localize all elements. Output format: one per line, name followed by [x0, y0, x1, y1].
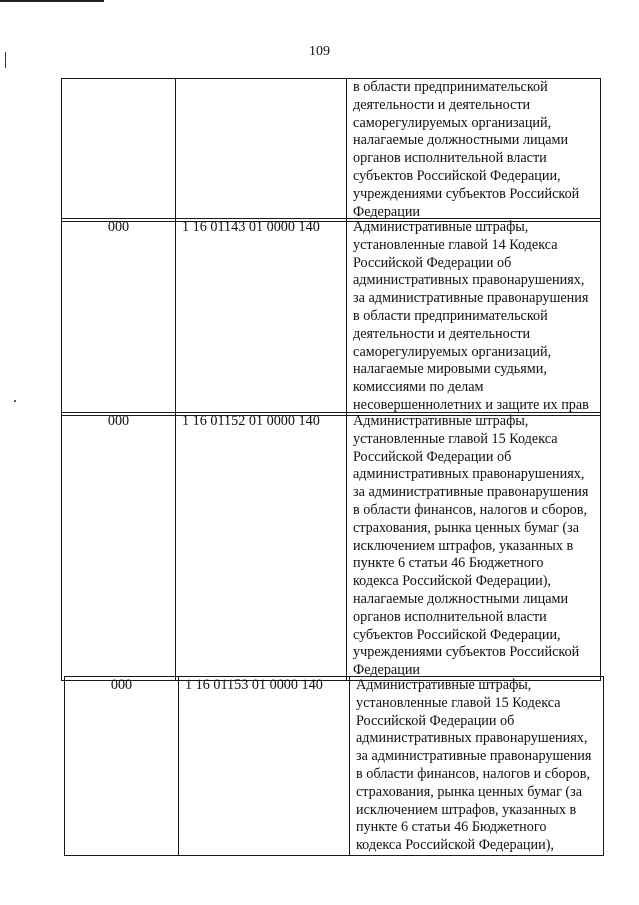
description-line: Административные штрафы, — [353, 413, 529, 429]
description-line: саморегулируемых организаций, — [353, 114, 552, 131]
description-line: в области предпринимательской — [353, 307, 548, 324]
description-line: деятельности и деятельности — [353, 96, 531, 113]
admin-code-cell: 000 — [62, 219, 176, 416]
description-line: органов исполнительной власти — [353, 150, 547, 167]
description-line: несовершеннолетних и защите их прав — [353, 396, 589, 413]
page-number: 109 — [309, 44, 330, 59]
description-line: субъектов Российской Федерации, — [353, 626, 561, 643]
description-line: за административные правонарушения — [353, 484, 589, 501]
description-line: исключением штрафов, указанных в — [356, 801, 577, 818]
description-line: страхования, рынка ценных бумаг (за — [353, 519, 580, 536]
description-cell — [347, 413, 601, 681]
table-row-1 — [61, 218, 601, 416]
table-row-2 — [61, 412, 601, 681]
description-line: Федерации — [353, 203, 421, 220]
scan-speck — [14, 400, 16, 402]
description-line: административных правонарушениях, — [356, 730, 588, 747]
description-cell — [347, 79, 601, 222]
description-line: исключением штрафов, указанных в — [353, 537, 574, 554]
admin-code-cell — [62, 79, 176, 222]
kbk-code-cell: 1 16 01143 01 0000 140 — [176, 219, 347, 416]
description-cell — [350, 677, 604, 856]
description-line: налагаемые должностными лицами — [353, 590, 569, 607]
description-line: в области финансов, налогов и сборов, — [353, 501, 588, 518]
description-line: Административные штрафы, — [353, 219, 529, 235]
description-line: страхования, рынка ценных бумаг (за — [356, 783, 583, 800]
description-line: кодекса Российской Федерации), — [356, 837, 554, 854]
description-line: административных правонарушениях, — [353, 466, 585, 483]
description-line: в области финансов, налогов и сборов, — [356, 765, 591, 782]
admin-code-cell: 000 — [65, 677, 179, 856]
kbk-code-cell: 1 16 01152 01 0000 140 — [176, 413, 347, 681]
description-line: налагаемые должностными лицами — [353, 132, 569, 149]
description-cell — [347, 219, 601, 416]
description-line: саморегулируемых организаций, — [353, 343, 552, 360]
description-line: пункте 6 статьи 46 Бюджетного — [353, 555, 544, 572]
description-line: Федерации — [353, 662, 421, 679]
description-line: Российской Федерации об — [353, 254, 512, 271]
description-line: пункте 6 статьи 46 Бюджетного — [356, 819, 547, 836]
table-row — [64, 676, 604, 856]
description-line: кодекса Российской Федерации), — [353, 573, 551, 590]
kbk-code-cell: 1 16 01153 01 0000 140 — [179, 677, 350, 856]
description-line: комиссиями по делам — [353, 379, 484, 396]
admin-code-cell: 000 — [62, 413, 176, 681]
description-line: административных правонарушениях, — [353, 272, 585, 289]
table-row-0 — [61, 78, 601, 222]
description-line: налагаемые мировыми судьями, — [353, 361, 547, 378]
description-line: деятельности и деятельности — [353, 325, 531, 342]
description-line: установленные главой 14 Кодекса — [353, 236, 558, 253]
description-line: в области предпринимательской — [353, 79, 548, 95]
table-row — [61, 412, 601, 681]
description-line: установленные главой 15 Кодекса — [353, 430, 558, 447]
scan-edge-mark — [0, 0, 104, 2]
table-row-3 — [64, 676, 604, 856]
description-line: установленные главой 15 Кодекса — [356, 694, 561, 711]
description-line: субъектов Российской Федерации, — [353, 167, 561, 184]
description-line: органов исполнительной власти — [353, 608, 547, 625]
description-line: учреждениями субъектов Российской — [353, 185, 580, 202]
table-row — [61, 78, 601, 222]
description-line: Российской Федерации об — [356, 712, 515, 729]
description-line: за административные правонарушения — [353, 290, 589, 307]
description-line: за административные правонарушения — [356, 748, 592, 765]
description-line: Административные штрафы, — [356, 677, 532, 693]
table-row — [61, 218, 601, 416]
kbk-code-cell — [176, 79, 347, 222]
description-line: учреждениями субъектов Российской — [353, 644, 580, 661]
description-line: Российской Федерации об — [353, 448, 512, 465]
